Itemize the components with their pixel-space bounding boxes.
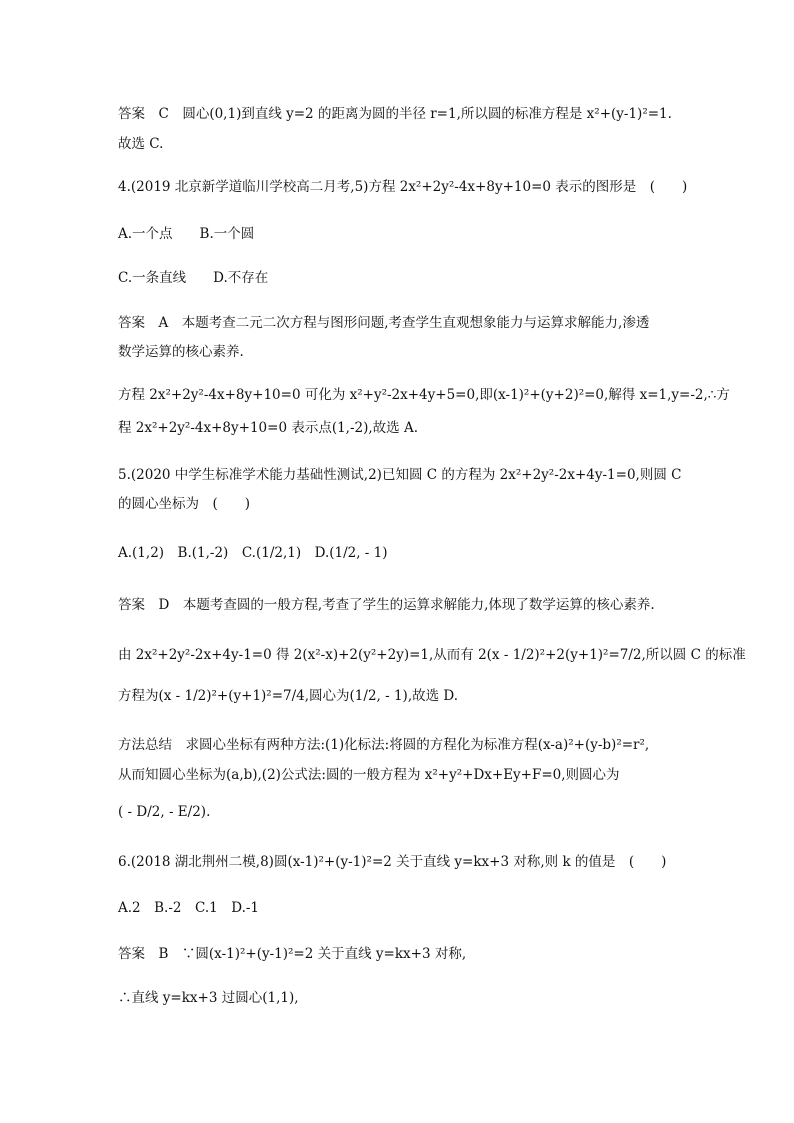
question-4-option-ab-text: A.一个点 B.一个圆 <box>118 226 255 242</box>
question-5-text-1: 5.(2020 中学生标准学术能力基础性测试,2)已知圆 C 的方程为 2x²+2y²-2x+4y-1=0,则圆 C <box>118 467 682 483</box>
answer-6-line-2 <box>118 989 299 1007</box>
answer-3-conclusion: 故选 C. <box>118 136 164 152</box>
question-5-stem-2 <box>118 495 250 513</box>
method-summary-text-1: 方法总结 求圆心坐标有两种方法:(1)化标法:将圆的方程化为标准方程(x-a)²+(y-b)²=r², <box>118 737 650 753</box>
answer-4-line-3 <box>118 386 730 404</box>
question-6-options <box>118 899 259 917</box>
answer-4-text-4: 程 2x²+2y²-4x+8y+10=0 表示点(1,-2),故选 A. <box>118 420 419 436</box>
answer-6-text-1: 答案 B ∵圆(x-1)²+(y-1)²=2 关于直线 y=kx+3 对称, <box>118 946 467 962</box>
answer-3-line-1 <box>118 105 672 123</box>
question-6-stem <box>118 853 666 871</box>
answer-4-line-4 <box>118 419 418 437</box>
question-5-options-text: A.(1,2) B.(1,-2) C.(1/2,1) D.(1/2, - 1) <box>118 545 388 561</box>
answer-4-text-2: 数学运算的核心素养. <box>118 344 244 360</box>
method-summary-line-3 <box>118 803 210 821</box>
answer-5-text-3: 方程为(x - 1/2)²+(y+1)²=7/4,圆心为(1/2, - 1),故选 D. <box>118 688 459 704</box>
question-6-options-text: A.2 B.-2 C.1 D.-1 <box>118 900 260 916</box>
answer-4-text-3: 方程 2x²+2y²-4x+8y+10=0 可化为 x²+y²-2x+4y+5=0,即(x-1)²+(y+2)²=0,解得 x=1,y=-2,∴方 <box>118 387 730 403</box>
answer-4-line-2 <box>118 343 244 361</box>
method-summary-line-2 <box>118 766 620 784</box>
answer-5-line-3 <box>118 687 458 705</box>
question-5-text-2: 的圆心坐标为 ( ) <box>118 496 251 512</box>
method-summary-text-3: ( - D/2, - E/2). <box>118 804 211 820</box>
answer-3-line-2 <box>118 135 163 153</box>
question-4-options-ab <box>118 225 254 243</box>
question-4-options-cd <box>118 269 268 287</box>
question-4-stem <box>118 178 687 196</box>
answer-5-text-2: 由 2x²+2y²-2x+4y-1=0 得 2(x²-x)+2(y²+2y)=1,从而有 2(x - 1/2)²+2(y+1)²=7/2,所以圆 C 的标准 <box>118 647 746 663</box>
answer-5-line-2 <box>118 646 746 664</box>
question-4-text: 4.(2019 北京新学道临川学校高二月考,5)方程 2x²+2y²-4x+8y+10=0 表示的图形是 ( ) <box>118 179 688 195</box>
answer-4-text-1: 答案 A 本题考查二元二次方程与图形问题,考查学生直观想象能力与运算求解能力,渗透 <box>118 315 650 331</box>
answer-4-line-1 <box>118 314 649 332</box>
question-6-text: 6.(2018 湖北荆州二模,8)圆(x-1)²+(y-1)²=2 关于直线 y=kx+3 对称,则 k 的值是 ( ) <box>118 854 667 870</box>
answer-3-text: 答案 C 圆心(0,1)到直线 y=2 的距离为圆的半径 r=1,所以圆的标准方程是 x²+(y-1)²=1. <box>118 106 672 122</box>
answer-6-text-2: ∴直线 y=kx+3 过圆心(1,1), <box>118 990 299 1006</box>
method-summary-line-1 <box>118 736 649 754</box>
answer-6-line-1 <box>118 945 466 963</box>
answer-5-text-1: 答案 D 本题考查圆的一般方程,考查了学生的运算求解能力,体现了数学运算的核心素养. <box>118 597 655 613</box>
answer-5-line-1 <box>118 596 655 614</box>
method-summary-text-2: 从而知圆心坐标为(a,b),(2)公式法:圆的一般方程为 x²+y²+Dx+Ey+F=0,则圆心为 <box>118 767 620 783</box>
question-5-stem-1 <box>118 466 681 484</box>
question-5-options <box>118 544 388 562</box>
question-4-option-cd-text: C.一条直线 D.不存在 <box>118 270 269 286</box>
